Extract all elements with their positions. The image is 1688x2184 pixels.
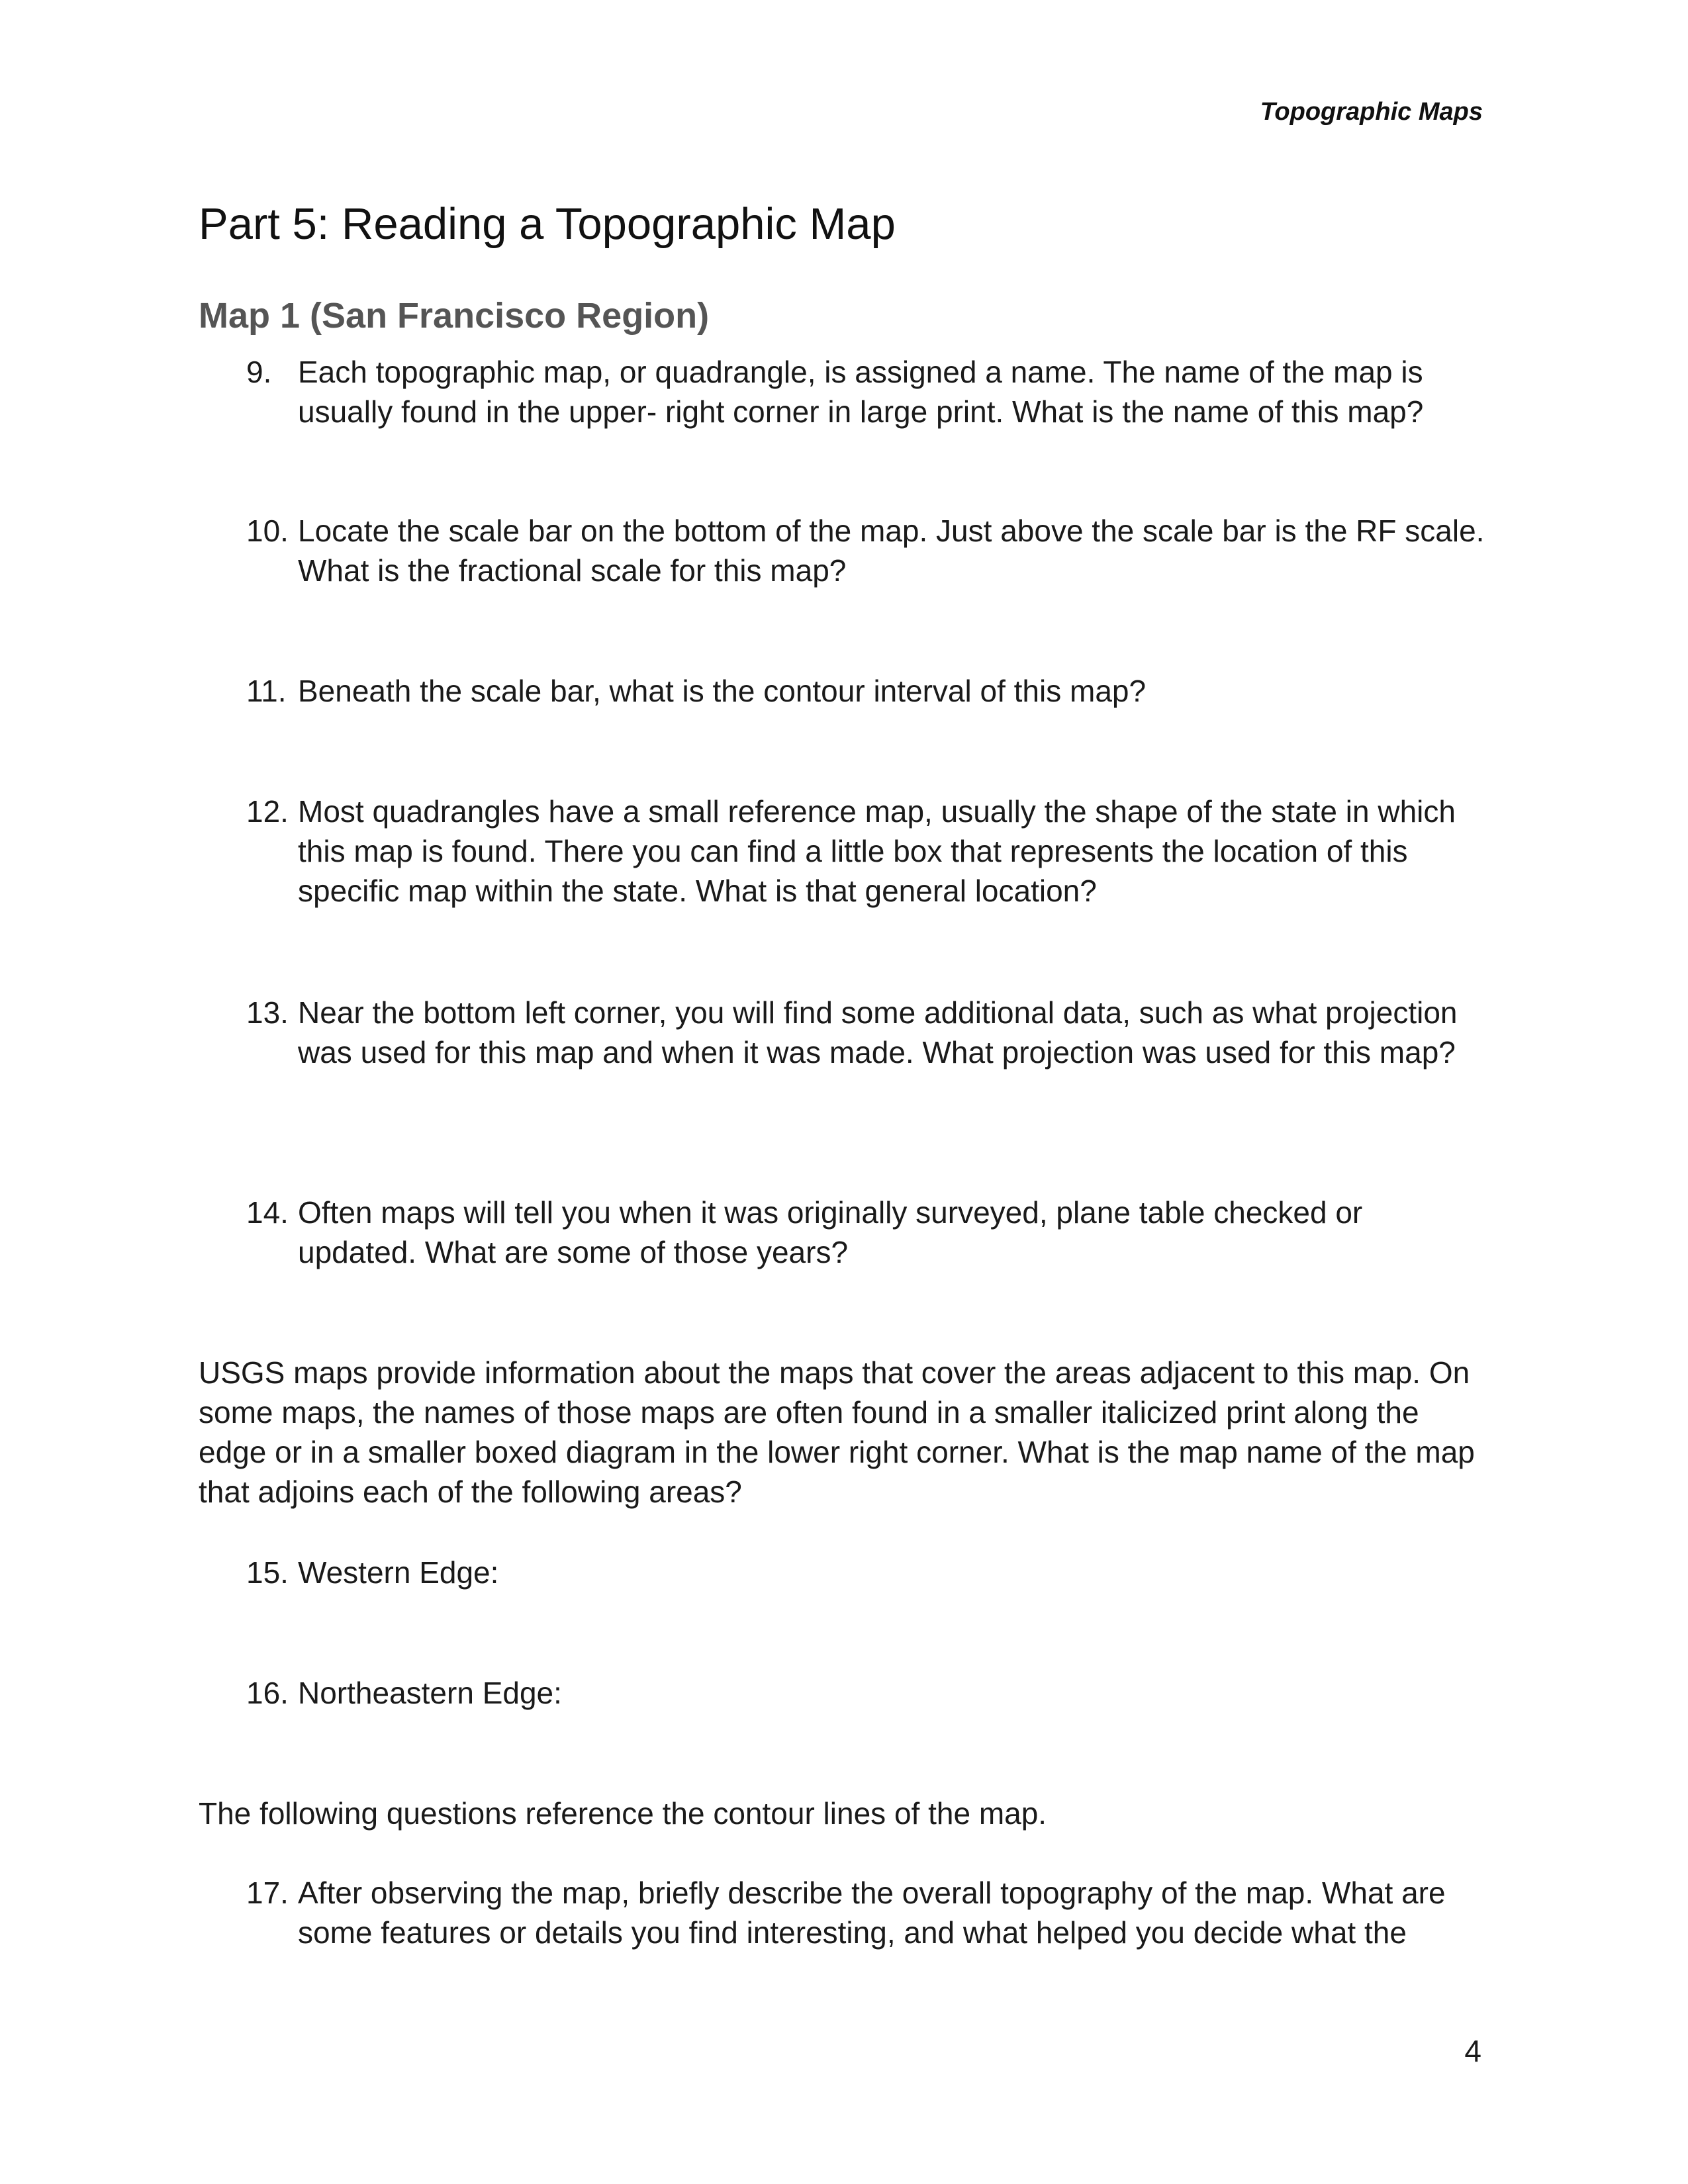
- question-text: Often maps will tell you when it was originally surveyed, plane table checked or updated. What are some of those years?: [298, 1195, 1363, 1269]
- question-number: 14.: [246, 1195, 289, 1230]
- question-10: [199, 511, 1489, 590]
- question-number: 9.: [246, 355, 272, 389]
- question-text: Most quadrangles have a small reference map, usually the shape of the state in which this map is found. There you can find a little box that represents the location of this specific map within the state. What is that general location?: [298, 794, 1456, 908]
- question-14: [199, 1193, 1489, 1272]
- map-subheading: Map 1 (San Francisco Region): [199, 296, 710, 336]
- question-text: Beneath the scale bar, what is the contour interval of this map?: [298, 674, 1147, 708]
- question-number: 10.: [246, 514, 289, 548]
- question-text: Near the bottom left corner, you will find some additional data, such as what projection was used for this map and when it was made. What projection was used for this map?: [298, 995, 1458, 1069]
- question-number: 16.: [246, 1676, 289, 1710]
- question-9: [199, 352, 1489, 432]
- question-text: Each topographic map, or quadrangle, is assigned a name. The name of the map is usually found in the upper- right corner in large print. What is the name of this map?: [298, 355, 1424, 429]
- question-15: [199, 1553, 1489, 1592]
- contour-intro-paragraph: The following questions reference the contour lines of the map.: [199, 1796, 1047, 1831]
- question-number: 13.: [246, 995, 289, 1030]
- question-text: Locate the scale bar on the bottom of the map. Just above the scale bar is the RF scale. What is the fractional scale for this map?: [298, 514, 1485, 588]
- question-number: 12.: [246, 794, 289, 829]
- question-12: [199, 792, 1489, 911]
- running-header-title: Topographic Maps: [1260, 98, 1483, 126]
- question-17: [199, 1873, 1489, 1952]
- question-11: [199, 671, 1489, 711]
- page-number: 4: [1464, 2034, 1481, 2068]
- question-16: [199, 1673, 1489, 1713]
- question-number: 17.: [246, 1876, 289, 1910]
- question-text: Western Edge:: [298, 1555, 499, 1590]
- question-text: After observing the map, briefly describe the overall topography of the map. What are some features or details you find interesting, and what helped you decide what the: [298, 1876, 1446, 1950]
- question-number: 11.: [246, 674, 287, 708]
- question-13: [199, 993, 1489, 1072]
- adjacent-maps-paragraph: USGS maps provide information about the maps that cover the areas adjacent to this map. On some maps, the names of those maps are often found in a smaller italicized print along the edge or in a smaller boxed diagram in the lower right corner. What is the map name of the map that adjoins each of the following areas?: [199, 1355, 1475, 1509]
- question-number: 15.: [246, 1555, 289, 1590]
- part-heading: Part 5: Reading a Topographic Map: [199, 199, 896, 249]
- question-text: Northeastern Edge:: [298, 1676, 562, 1710]
